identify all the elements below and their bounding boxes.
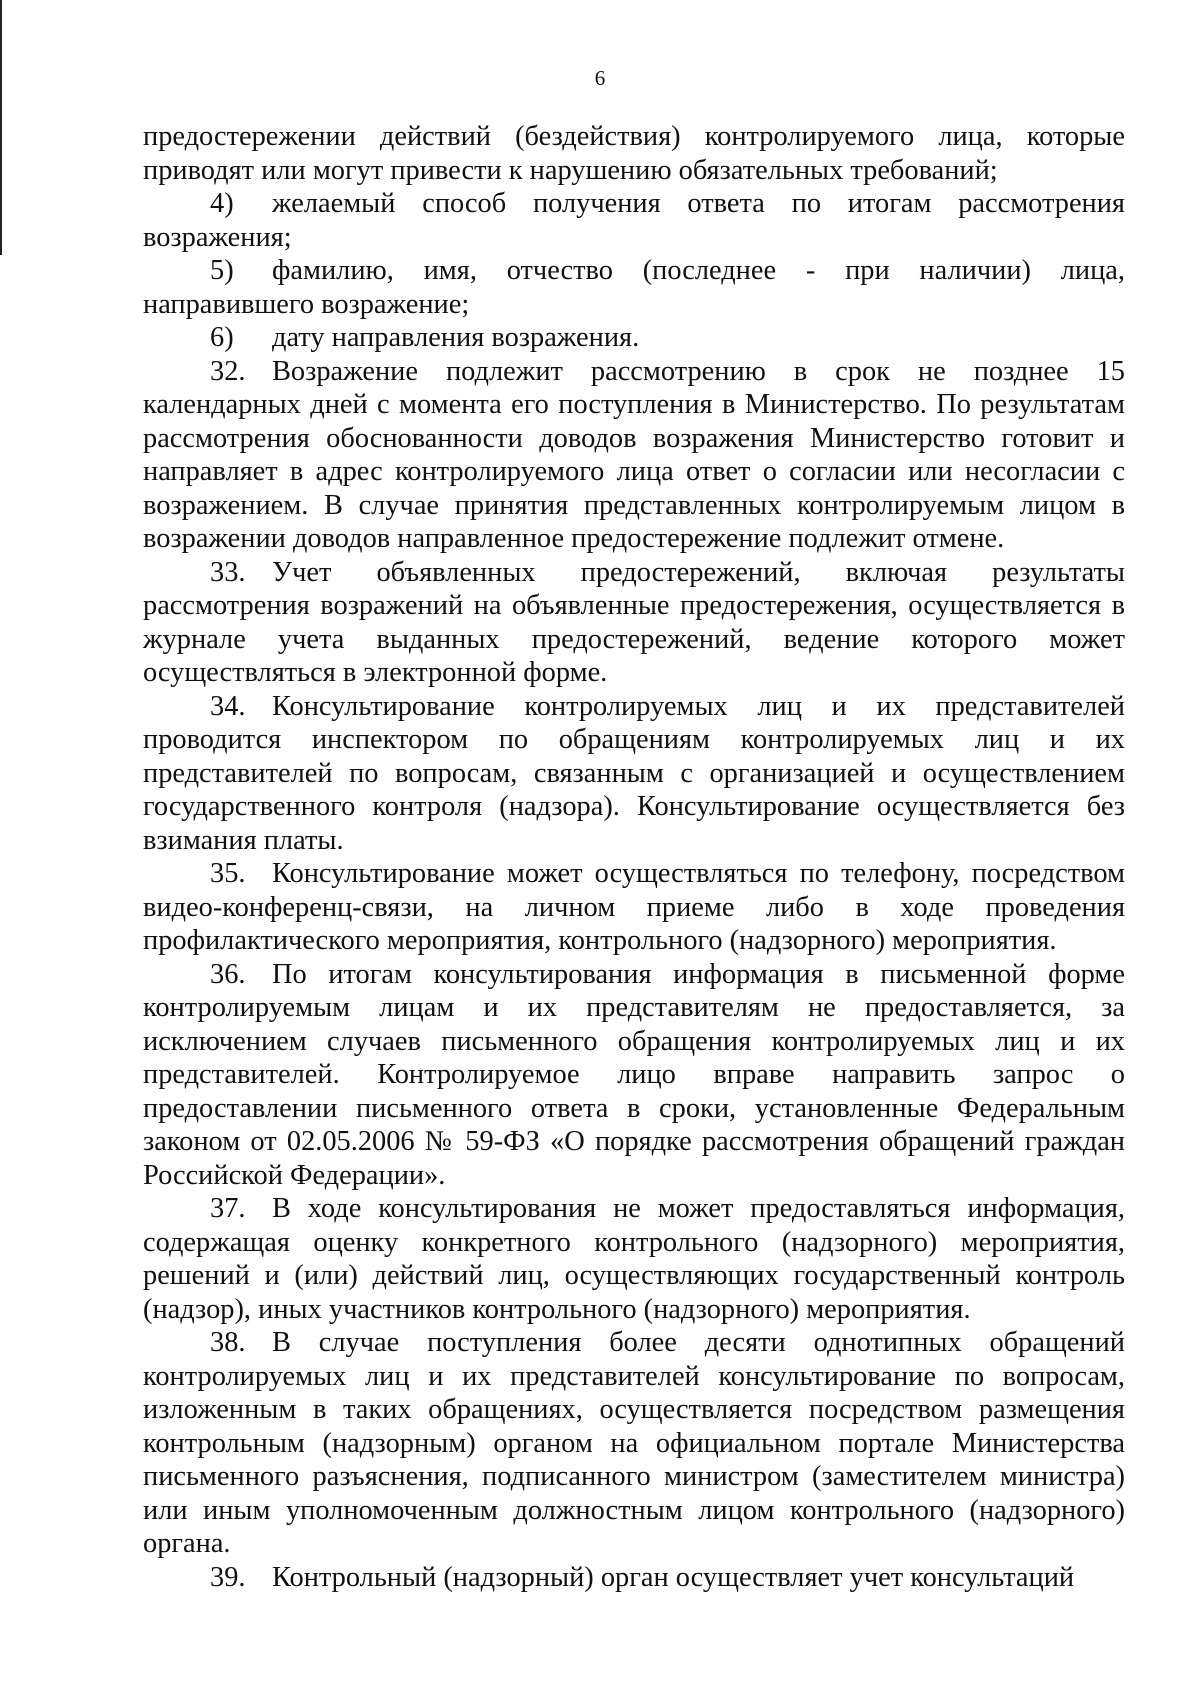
clause-number: 33. <box>210 556 246 588</box>
item-number: 6) <box>210 322 234 353</box>
item-text: дату направления возражения. <box>272 322 640 353</box>
clause-39 <box>143 1561 1125 1595</box>
clause-text: Консультирование может осуществляться по телефону, посредством видео-конференц-связи, на личном приеме либо в ходе проведения профилактического мероприятия, контрольного (надзорного) мероприятия. <box>143 858 1125 956</box>
clause-number: 36. <box>210 958 246 990</box>
clause-number: 38. <box>210 1327 246 1358</box>
document-body <box>143 120 1125 1594</box>
clause-32 <box>143 355 1125 556</box>
scan-edge-line <box>0 0 2 255</box>
item-number: 5) <box>210 255 234 286</box>
clause-number: 32. <box>210 355 246 387</box>
clause-number: 37. <box>210 1193 246 1224</box>
clause-36 <box>143 958 1125 1193</box>
clause-37 <box>143 1192 1125 1326</box>
clause-text: По итогам консультирования информация в письменной форме контролируемым лицам и их представителям не предоставляется, за исключением случаев письменного обращения контролируемых лиц и их представителей. Контролируемое лицо вправе направить запрос о предоставлении письменного ответа в сроки, установленные Федеральным законом от 02.05.2006 № 59-ФЗ «О порядке рассмотрения обращений граждан Российской Федерации». <box>143 958 1125 1191</box>
item-text: фамилию, имя, отчество (последнее - при наличии) лица, направившего возражение; <box>143 255 1125 320</box>
clause-text: Консультирование контролируемых лиц и их представителей проводится инспектором по обращениям контролируемых лиц и их представителей по вопросам, связанным с организацией и осуществлением государственного контроля (надзора). Консультирование осуществляется без взимания платы. <box>143 690 1125 856</box>
list-item-6 <box>143 321 1125 355</box>
paragraph-text: предостережении действий (бездействия) контролируемого лица, которые приводят или могут привести к нарушению обязательных требований; <box>143 121 1125 186</box>
list-item-5 <box>143 254 1125 321</box>
clause-text: В случае поступления более десяти однотипных обращений контролируемых лиц и их представителей консультирование по вопросам, изложенным в таких обращениях, осуществляется посредством размещения контрольным (надзорным) органом на официальном портале Министерства письменного разъяснения, подписанного министром (заместителем министра) или иным уполномоченным должностным лицом контрольного (надзорного) органа. <box>143 1327 1125 1559</box>
item-number: 4) <box>210 188 234 219</box>
clause-34 <box>143 690 1125 858</box>
clause-38 <box>143 1326 1125 1561</box>
clause-number: 34. <box>210 690 246 722</box>
clause-33 <box>143 556 1125 690</box>
item-text: желаемый способ получения ответа по итогам рассмотрения возражения; <box>143 188 1125 253</box>
paragraph-continuation <box>143 120 1125 187</box>
list-item-4 <box>143 187 1125 254</box>
page-number: 6 <box>594 66 606 90</box>
clause-text: Возражение подлежит рассмотрению в срок не позднее 15 календарных дней с момента его поступления в Министерство. По результатам рассмотрения обоснованности доводов возражения Министерство готовит и направляет в адрес контролируемого лица ответ о согласии или несогласии с возражением. В случае принятия представленных контролируемым лицом в возражении доводов направленное предостережение подлежит отмене. <box>143 355 1125 554</box>
clause-text: В ходе консультирования не может предоставляться информация, содержащая оценку конкретного контрольного (надзорного) мероприятия, решений и (или) действий лиц, осуществляющих государственный контроль (надзор), иных участников контрольного (надзорного) мероприятия. <box>143 1193 1125 1325</box>
clause-number: 39. <box>210 1561 246 1593</box>
clause-number: 35. <box>210 858 246 889</box>
clause-text: Контрольный (надзорный) орган осуществляет учет консультаций <box>272 1561 1075 1593</box>
clause-text: Учет объявленных предостережений, включая результаты рассмотрения возражений на объявленные предостережения, осуществляется в журнале учета выданных предостережений, ведение которого может осуществляться в электронной форме. <box>143 556 1125 688</box>
clause-35 <box>143 857 1125 958</box>
